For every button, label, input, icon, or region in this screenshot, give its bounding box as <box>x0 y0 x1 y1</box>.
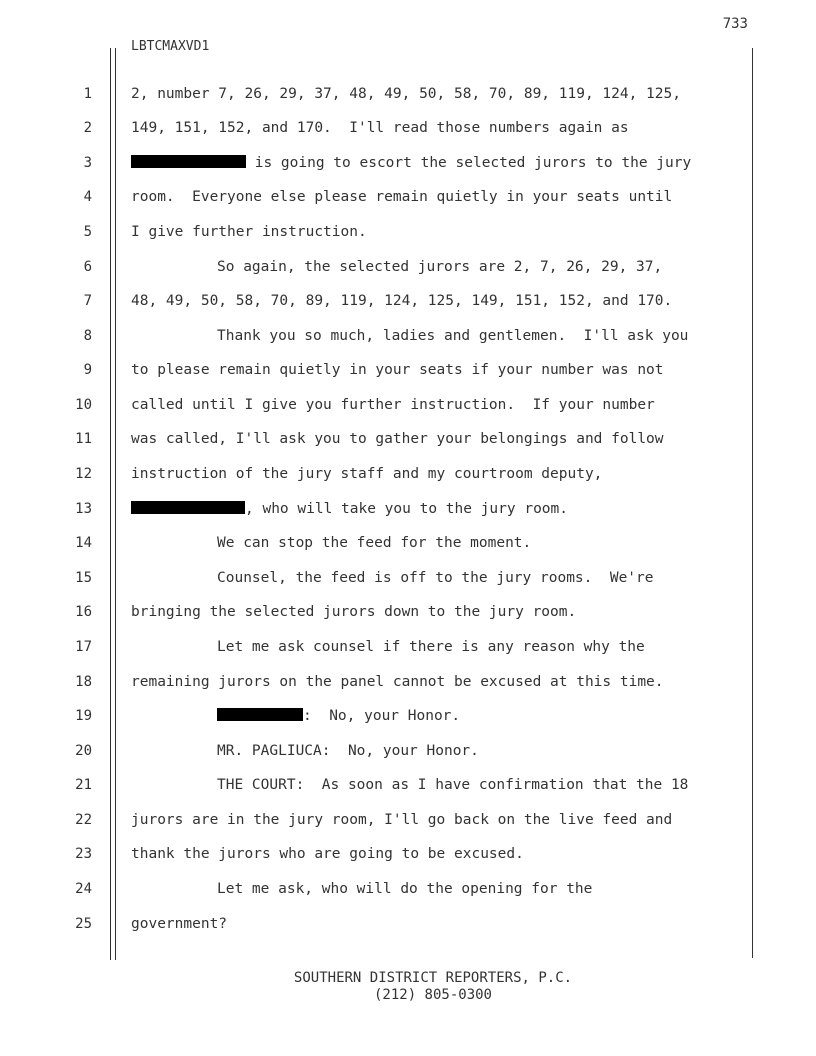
transcript-line: to please remain quietly in your seats if your number was not <box>131 362 664 378</box>
transcript-line-text: : No, your Honor. <box>303 708 461 724</box>
footer-phone: (212) 805-0300 <box>373 987 492 1003</box>
line-number: 5 <box>83 224 92 240</box>
line-number: 1 <box>83 86 92 102</box>
transcript-line: Thank you so much, ladies and gentlemen. I'll ask you <box>217 328 689 344</box>
line-number: 17 <box>75 639 92 655</box>
left-margin-rule-outer <box>110 48 111 960</box>
transcript-line: 48, 49, 50, 58, 70, 89, 119, 124, 125, 149, 151, 152, and 170. <box>131 293 673 309</box>
case-id: LBTCMAXVD1 <box>131 39 210 54</box>
line-number: 11 <box>75 431 92 447</box>
transcript-line: THE COURT: As soon as I have confirmation that the 18 <box>217 777 689 793</box>
line-number: 6 <box>83 259 92 275</box>
line-number: 18 <box>75 674 92 690</box>
line-number: 15 <box>75 570 92 586</box>
line-number: 3 <box>83 155 92 171</box>
transcript-line: was called, I'll ask you to gather your belongings and follow <box>131 431 664 447</box>
transcript-line: Counsel, the feed is off to the jury rooms. We're <box>217 570 654 586</box>
line-number: 22 <box>75 812 92 828</box>
transcript-line: Let me ask, who will do the opening for the <box>217 881 593 897</box>
line-number: 25 <box>75 916 92 932</box>
line-number: 19 <box>75 708 92 724</box>
page-number: 733 <box>722 16 748 32</box>
transcript-line: instruction of the jury staff and my courtroom deputy, <box>131 466 603 482</box>
transcript-line: government? <box>131 916 228 932</box>
right-margin-rule <box>752 48 753 958</box>
transcript-line: room. Everyone else please remain quietly in your seats until <box>131 189 673 205</box>
transcript-line: 149, 151, 152, and 170. I'll read those numbers again as <box>131 120 629 136</box>
line-number: 7 <box>83 293 92 309</box>
transcript-line: So again, the selected jurors are 2, 7, 26, 29, 37, <box>217 259 663 275</box>
transcript-line: called until I give you further instruction. If your number <box>131 397 655 413</box>
line-number: 24 <box>75 881 92 897</box>
transcript-line: I give further instruction. <box>131 224 367 240</box>
transcript-line-text: , who will take you to the jury room. <box>245 501 569 517</box>
line-number: 10 <box>75 397 92 413</box>
redaction-bar <box>131 501 245 514</box>
transcript-line: remaining jurors on the panel cannot be excused at this time. <box>131 674 664 690</box>
line-number: 2 <box>83 120 92 136</box>
left-margin-rule-inner <box>115 48 116 960</box>
line-number: 8 <box>83 328 92 344</box>
line-number: 16 <box>75 604 92 620</box>
line-number: 20 <box>75 743 92 759</box>
line-number: 21 <box>75 777 92 793</box>
transcript-line <box>131 708 816 724</box>
redaction-bar <box>217 708 303 721</box>
line-number: 4 <box>83 189 92 205</box>
line-number: 12 <box>75 466 92 482</box>
transcript-line: bringing the selected jurors down to the jury room. <box>131 604 577 620</box>
transcript-line: We can stop the feed for the moment. <box>217 535 532 551</box>
transcript-line <box>131 155 751 171</box>
transcript-line: 2, number 7, 26, 29, 37, 48, 49, 50, 58, 70, 89, 119, 124, 125, <box>131 86 681 102</box>
transcript-line: MR. PAGLIUCA: No, your Honor. <box>217 743 479 759</box>
transcript-line: Let me ask counsel if there is any reason why the <box>217 639 645 655</box>
line-number: 14 <box>75 535 92 551</box>
transcript-line: thank the jurors who are going to be excused. <box>131 846 524 862</box>
redaction-bar <box>131 155 246 168</box>
line-number: 13 <box>75 501 92 517</box>
transcript-line: jurors are in the jury room, I'll go back on the live feed and <box>131 812 673 828</box>
footer-company: SOUTHERN DISTRICT REPORTERS, P.C. <box>293 970 573 986</box>
line-number: 9 <box>83 362 92 378</box>
line-number: 23 <box>75 846 92 862</box>
transcript-line <box>131 501 751 517</box>
transcript-line-text: is going to escort the selected jurors to the jury <box>246 155 692 171</box>
